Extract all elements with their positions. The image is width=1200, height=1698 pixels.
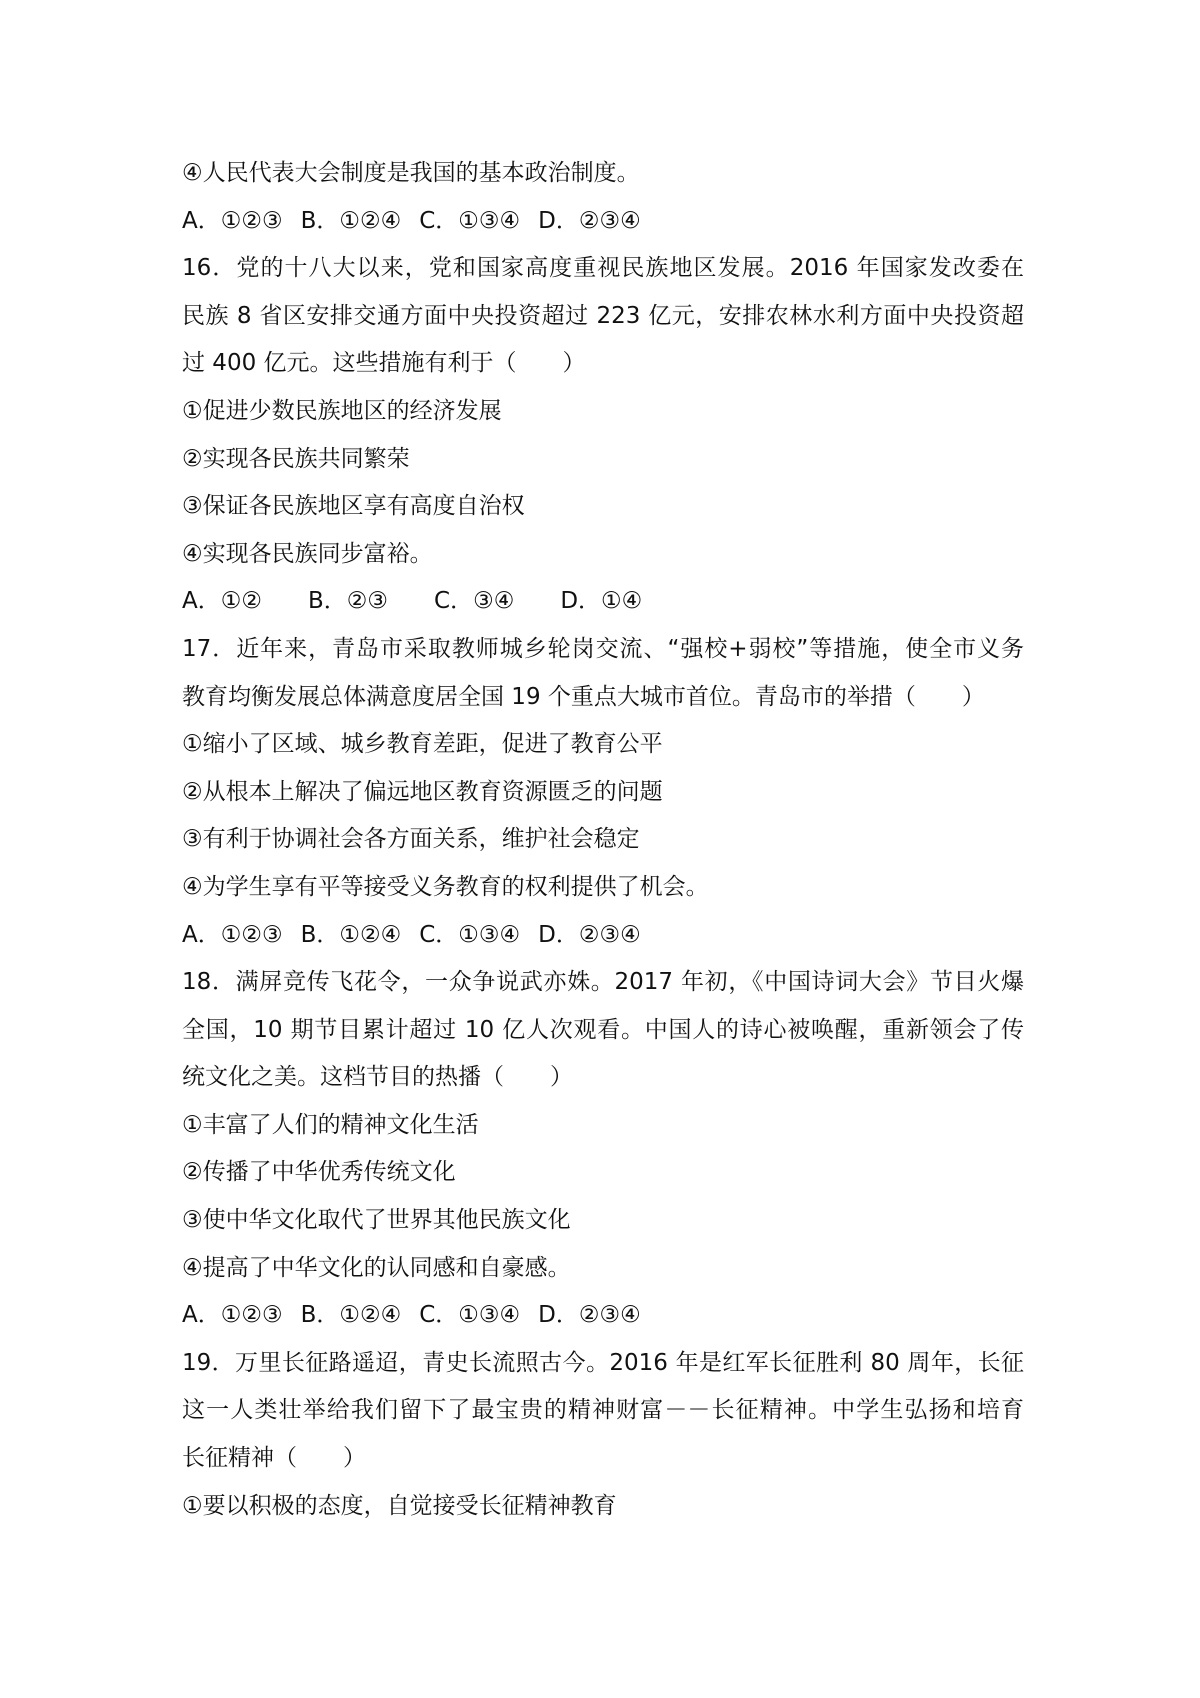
q16-choice-a: A．①② <box>182 588 262 615</box>
q15-choice-a: A．①②③ <box>182 207 283 234</box>
q16-option-4: ④实现各民族同步富裕。 <box>182 540 433 567</box>
q17-choices <box>182 912 1024 960</box>
q18-option-1: ①丰富了人们的精神文化生活 <box>182 1111 479 1138</box>
q18-stem-line-2: 全国，10 期节目累计超过 10 亿人次观看。中国人的诗心被唤醒，重新领会了传 <box>182 1016 1024 1043</box>
q19-option-1: ①要以积极的态度，自觉接受长征精神教育 <box>182 1492 617 1519</box>
q18-option-2: ②传播了中华优秀传统文化 <box>182 1159 456 1186</box>
q17-choice-c: C．①③④ <box>419 921 521 948</box>
q15-choice-c: C．①③④ <box>419 207 521 234</box>
q18-choice-a: A．①②③ <box>182 1302 283 1329</box>
q18-option-4: ④提高了中华文化的认同感和自豪感。 <box>182 1254 571 1281</box>
q16-stem-line-1: 16．党的十八大以来，党和国家高度重视民族地区发展。2016 年国家发改委在 <box>182 255 1024 282</box>
q18-stem-line-3: 统文化之美。这档节目的热播（ ） <box>182 1064 573 1091</box>
q16-option-1: ①促进少数民族地区的经济发展 <box>182 397 502 424</box>
q19-stem-line-1: 19．万里长征路遥迢，青史长流照古今。2016 年是红军长征胜利 80 周年，长征 <box>182 1349 1024 1376</box>
q16-stem-line-2: 民族 8 省区安排交通方面中央投资超过 223 亿元，安排农林水利方面中央投资超 <box>182 302 1024 329</box>
page-content <box>182 150 1024 1530</box>
q18-choices <box>182 1292 1024 1340</box>
q17-choice-a: A．①②③ <box>182 921 283 948</box>
q17-choice-d: D．②③④ <box>538 921 641 948</box>
q16-choice-c: C．③④ <box>434 588 515 615</box>
q16-option-3: ③保证各民族地区享有高度自治权 <box>182 493 525 520</box>
q15-choice-d: D．②③④ <box>538 207 641 234</box>
q16-choice-d: D．①④ <box>560 588 643 615</box>
q18-option-3: ③使中华文化取代了世界其他民族文化 <box>182 1207 571 1234</box>
q17-option-3: ③有利于协调社会各方面关系，维护社会稳定 <box>182 826 640 853</box>
q17-stem-line-1: 17．近年来，青岛市采取教师城乡轮岗交流、“强校+弱校”等措施，使全市义务 <box>182 635 1024 662</box>
q17-option-1: ①缩小了区域、城乡教育差距，促进了教育公平 <box>182 731 663 758</box>
q17-option-2: ②从根本上解决了偏远地区教育资源匮乏的问题 <box>182 778 663 805</box>
q18-stem-line-1: 18．满屏竞传飞花令，一众争说武亦姝。2017 年初，《中国诗词大会》节目火爆 <box>182 969 1024 996</box>
q16-choice-b: B．②③ <box>307 588 389 615</box>
q19-stem-line-3: 长征精神（ ） <box>182 1445 366 1472</box>
q16-choices <box>182 578 1024 626</box>
q15-choices <box>182 198 1024 246</box>
q17-choice-b: B．①②④ <box>300 921 402 948</box>
q16-option-2: ②实现各民族共同繁荣 <box>182 445 410 472</box>
q19-stem-line-2: 这一人类壮举给我们留下了最宝贵的精神财富－－长征精神。中学生弘扬和培育 <box>182 1397 1024 1424</box>
q17-stem-line-2: 教育均衡发展总体满意度居全国 19 个重点大城市首位。青岛市的举措（ ） <box>182 683 985 710</box>
q18-choice-b: B．①②④ <box>300 1302 402 1329</box>
q18-choice-c: C．①③④ <box>419 1302 521 1329</box>
q15-option-4: ④人民代表大会制度是我国的基本政治制度。 <box>182 160 640 186</box>
q15-choice-b: B．①②④ <box>300 207 402 234</box>
q18-choice-d: D．②③④ <box>538 1302 641 1329</box>
q16-stem-line-3: 过 400 亿元。这些措施有利于（ ） <box>182 350 586 377</box>
q17-option-4: ④为学生享有平等接受义务教育的权利提供了机会。 <box>182 873 709 900</box>
